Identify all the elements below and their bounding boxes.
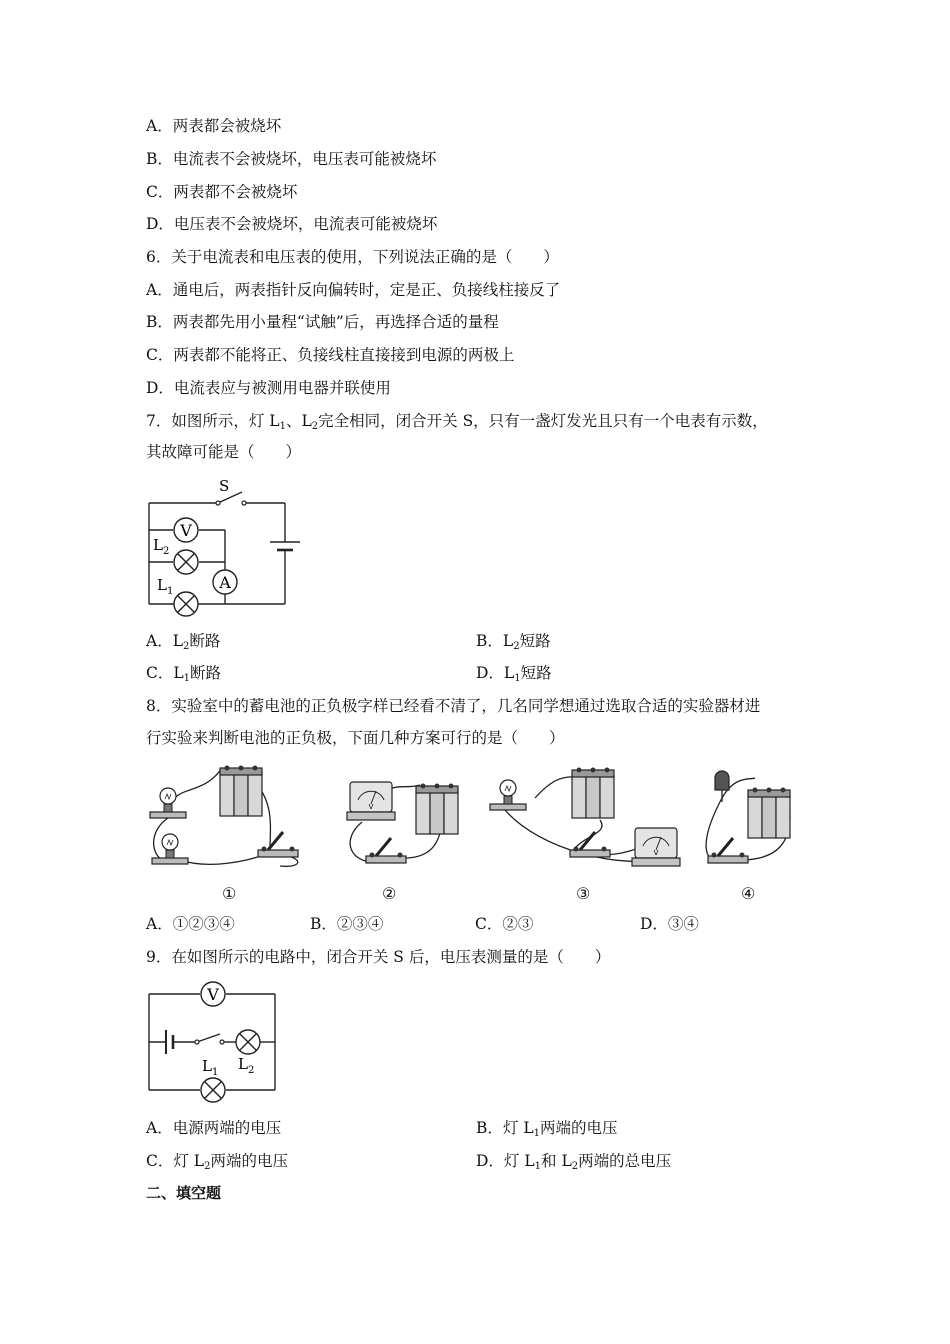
q9-option-c: C．灯 $L_2$两端的电压 xyxy=(146,1152,288,1172)
q6-option-a: A．通电后，两表指针反向偏转时，定是正、负接线柱接反了 xyxy=(146,281,561,299)
q8-caption-3: ③ xyxy=(576,884,591,903)
l2-label: $L_2$ xyxy=(238,1055,255,1076)
q8-setup-illustrations: V xyxy=(140,760,820,880)
l1-label: $L_1$ xyxy=(157,576,174,597)
q7-stem-line2: 其故障可能是（ ） xyxy=(146,443,302,461)
lamp-l2-symbol xyxy=(236,1030,260,1054)
q8-stem-line2: 行实验来判断电池的正负极，下面几种方案可行的是（ ） xyxy=(146,729,565,747)
q8-stem-line1: 8．实验室中的蓄电池的正负极字样已经看不清了，几名同学想通过选取合适的实验器材进 xyxy=(146,697,761,715)
q7-option-c: C．$L_1$断路 xyxy=(146,664,222,684)
q9-option-d: D．灯 $L_1$和 $L_2$两端的总电压 xyxy=(476,1152,672,1172)
lamp-l1-symbol xyxy=(201,1078,225,1102)
q7-circuit-diagram xyxy=(140,470,310,615)
svg-text:A: A xyxy=(219,573,231,592)
switch-label: S xyxy=(219,477,230,495)
q7-stem: 7．如图所示，灯 $L_1$、$L_2$完全相同，闭合开关 S，只有一盏灯发光且只有一个电表有示数， xyxy=(146,412,768,432)
q5-option-d: D．电压表不会被烧坏，电流表可能被烧坏 xyxy=(146,215,438,233)
section-heading-fill-in: 二、填空题 xyxy=(146,1184,222,1202)
q6-option-d: D．电流表应与被测用电器并联使用 xyxy=(146,379,391,397)
q6-option-c: C．两表都不能将正、负接线柱直接接到电源的两极上 xyxy=(146,346,515,364)
voltmeter-symbol xyxy=(174,518,198,542)
ammeter-symbol xyxy=(213,570,237,594)
q9-circuit-diagram xyxy=(140,978,285,1098)
q5-option-c: C．两表都不会被烧坏 xyxy=(146,183,298,201)
q8-caption-1: ① xyxy=(222,884,237,903)
q5-option-a: A．两表都会被烧坏 xyxy=(146,117,282,135)
l2-label: $L_2$ xyxy=(153,536,170,557)
q8-caption-2: ② xyxy=(382,884,397,903)
lamp-l2-symbol xyxy=(174,550,198,574)
q8-option-b: B．②③④ xyxy=(310,915,384,933)
q7-option-a: A．$L_2$断路 xyxy=(146,632,221,652)
q6-option-b: B．两表都先用小量程“试触”后，再选择合适的量程 xyxy=(146,313,499,331)
q8-option-c: C．②③ xyxy=(475,915,534,933)
l1-label: $L_1$ xyxy=(202,1057,219,1078)
q9-stem: 9．在如图所示的电路中，闭合开关 S 后，电压表测量的是（ ） xyxy=(146,948,611,966)
svg-text:V: V xyxy=(180,521,192,540)
lamp-l1-symbol xyxy=(174,592,198,616)
q7-option-b: B．$L_2$短路 xyxy=(476,632,551,652)
q7-option-d: D．$L_1$短路 xyxy=(476,664,552,684)
q9-option-b: B．灯 $L_1$两端的电压 xyxy=(476,1119,618,1139)
q8-option-d: D．③④ xyxy=(640,915,699,933)
q8-option-a: A．①②③④ xyxy=(146,915,235,933)
q5-option-b: B．电流表不会被烧坏，电压表可能被烧坏 xyxy=(146,150,437,168)
led-icon xyxy=(715,771,729,802)
q8-caption-4: ④ xyxy=(741,884,756,903)
q6-stem: 6．关于电流表和电压表的使用，下列说法正确的是（ ） xyxy=(146,248,559,266)
svg-text:V: V xyxy=(207,985,219,1004)
q9-option-a: A．电源两端的电压 xyxy=(146,1119,282,1137)
voltmeter-symbol xyxy=(201,982,225,1006)
